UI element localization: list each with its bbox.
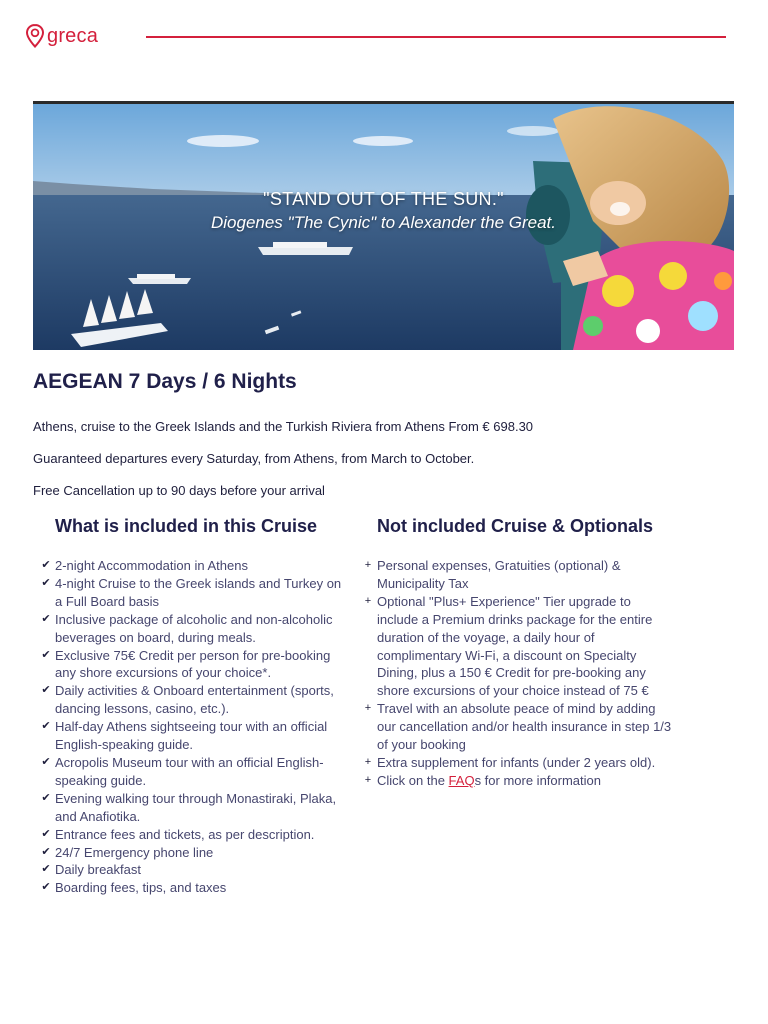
plus-icon: + — [364, 559, 372, 571]
list-item-prefix: Click on the — [377, 772, 449, 788]
list-item-text: 24/7 Emergency phone line — [55, 844, 214, 860]
checkmark-icon: ✔ — [41, 684, 51, 697]
plus-icon: + — [364, 594, 372, 607]
list-item — [40, 718, 350, 754]
checkmark-icon: ✔ — [41, 845, 51, 858]
list-item-text: Evening walking tour through Monastiraki, Plaka, and Anafiotika. — [55, 790, 337, 824]
logo-text: greca — [47, 25, 99, 47]
list-item — [40, 879, 350, 897]
list-item — [40, 826, 350, 844]
plus-icon: + — [364, 773, 372, 786]
list-item — [40, 861, 350, 879]
checkmark-icon: ✔ — [41, 881, 51, 894]
list-item — [362, 700, 672, 754]
hero-quote — [33, 187, 734, 235]
list-item-text: 2-night Accommodation in Athens — [55, 558, 248, 573]
list-item — [362, 593, 672, 700]
checkmark-icon: ✔ — [41, 612, 51, 625]
departures-info: Guaranteed departures every Saturday, from Athens, from March to October. — [33, 451, 475, 466]
list-item — [40, 682, 350, 718]
checkmark-icon: ✔ — [41, 720, 51, 733]
included-list — [40, 557, 350, 897]
list-item — [362, 772, 672, 790]
list-item-suffix: s for more information — [474, 772, 601, 788]
list-item-text: 4-night Cruise to the Greek islands and Turkey on a Full Board basis — [55, 575, 342, 609]
checkmark-icon: ✔ — [41, 559, 51, 571]
not-included-heading: Not included Cruise & Optionals — [377, 516, 654, 536]
list-item-text: Extra supplement for infants (under 2 years old). — [377, 754, 656, 770]
logo[interactable] — [26, 24, 98, 48]
list-item — [362, 557, 672, 593]
hero-banner — [33, 101, 734, 350]
checkmark-icon: ✔ — [41, 863, 51, 876]
list-item — [40, 557, 350, 575]
list-item-text: Acropolis Museum tour with an official English-speaking guide. — [55, 754, 324, 788]
list-item-text: Travel with an absolute peace of mind by adding our cancellation and/or health insurance in step 1/3 of your booking — [377, 701, 672, 753]
not-included-list — [362, 557, 672, 790]
list-item-text: Personal expenses, Gratuities (optional) & Municipality Tax — [377, 558, 621, 591]
list-item-text: Exclusive 75€ Credit per person for pre-booking any shore excursions of your choice*. — [55, 647, 331, 681]
list-item — [40, 844, 350, 862]
checkmark-icon: ✔ — [41, 827, 51, 840]
quote-text: "STAND OUT OF THE SUN." — [263, 189, 504, 209]
list-item — [40, 647, 350, 683]
header-divider — [146, 36, 726, 38]
list-item — [40, 790, 350, 826]
list-item — [40, 754, 350, 790]
checkmark-icon: ✔ — [41, 755, 51, 768]
page-title: AEGEAN 7 Days / 6 Nights — [33, 370, 297, 393]
plus-icon: + — [364, 702, 372, 715]
trip-summary: Athens, cruise to the Greek Islands and the Turkish Riviera from Athens From € 698.30 — [33, 419, 534, 434]
list-item-text: Entrance fees and tickets, as per description. — [55, 826, 315, 842]
list-item — [362, 754, 672, 772]
list-item — [40, 611, 350, 647]
list-item-text: Daily breakfast — [55, 862, 141, 878]
map-pin-icon — [26, 24, 44, 48]
checkmark-icon: ✔ — [41, 648, 51, 661]
list-item-text: Daily activities & Onboard entertainment (sports, dancing lessons, casino, etc.). — [55, 683, 334, 717]
included-heading: What is included in this Cruise — [55, 516, 318, 536]
cancellation-info: Free Cancellation up to 90 days before your arrival — [33, 483, 325, 498]
checkmark-icon: ✔ — [41, 576, 51, 589]
list-item-text: Boarding fees, tips, and taxes — [55, 880, 227, 896]
plus-icon: + — [364, 755, 372, 768]
list-item-text: Inclusive package of alcoholic and non-alcoholic beverages on board, during meals. — [55, 611, 333, 645]
list-item-text: Optional "Plus+ Experience" Tier upgrade to include a Premium drinks package for the entire duration of the voyage, a daily hour of complimentary Wi-Fi, a discount on Specialty Dining, plus a 150 € Credit for pre-booking any shore excursions of your choice instead of 75 € — [377, 593, 653, 699]
header — [0, 0, 768, 75]
faq-link[interactable]: FAQ — [448, 772, 475, 788]
list-item — [40, 575, 350, 611]
list-item-text: Half-day Athens sightseeing tour with an official English-speaking guide. — [55, 719, 328, 753]
checkmark-icon: ✔ — [41, 791, 51, 804]
quote-attribution: Diogenes "The Cynic" to Alexander the Great. — [210, 213, 556, 232]
